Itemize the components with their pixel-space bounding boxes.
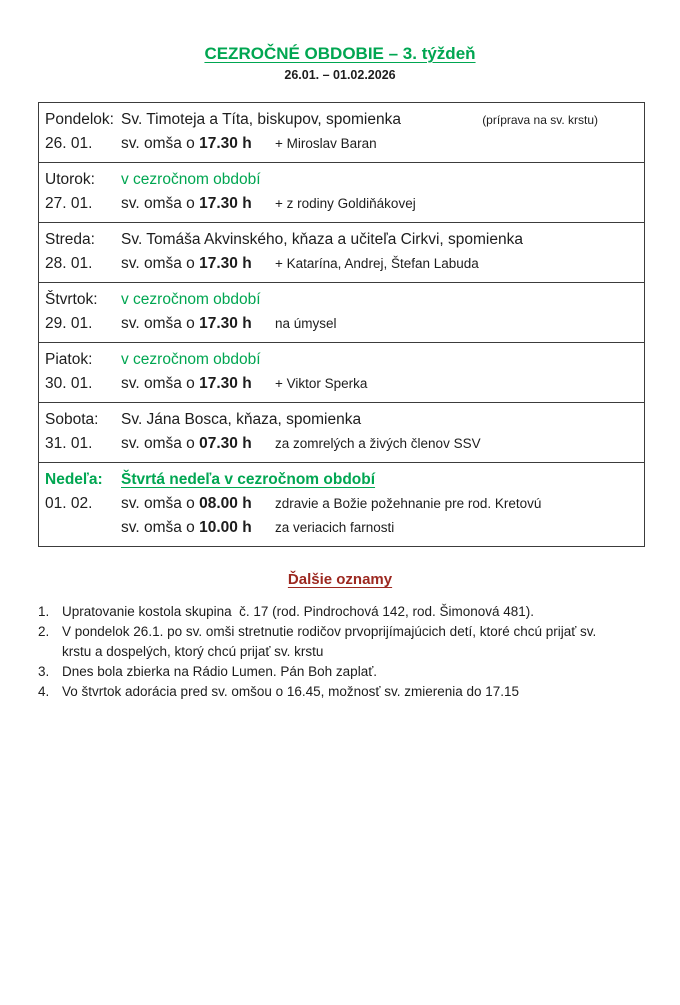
mass-intention: + Miroslav Baran: [275, 136, 377, 151]
mass-prefix: sv. omša o: [121, 135, 195, 152]
schedule-row-monday: [39, 103, 644, 162]
announcements-title: Ďalšie oznamy: [287, 571, 393, 588]
mass-intention: za zomrelých a živých členov SSV: [275, 436, 481, 451]
mass-time: [121, 192, 275, 216]
mass-line: [45, 492, 638, 516]
feast-line: [45, 348, 638, 372]
day-label: Utorok:: [45, 171, 95, 188]
mass-intention: + Katarína, Andrej, Štefan Labuda: [275, 256, 479, 271]
mass-prefix: sv. omša o: [121, 195, 195, 212]
date-label: 30. 01.: [45, 375, 93, 392]
schedule-row-tuesday: [39, 162, 644, 222]
mass-hour: 17.30 h: [199, 315, 252, 332]
day-label: Sobota:: [45, 411, 99, 428]
date-label: 27. 01.: [45, 195, 93, 212]
list-item-number: 1.: [38, 604, 50, 619]
schedule-table: [38, 102, 645, 547]
schedule-row-wednesday: [39, 222, 644, 282]
mass-hour: 10.00 h: [199, 519, 252, 536]
date-label: 29. 01.: [45, 315, 93, 332]
date-range: 26.01. – 01.02.2026: [284, 68, 396, 82]
list-item: [38, 662, 680, 682]
feast-text: v cezročnom období: [121, 291, 261, 308]
list-item: [38, 602, 680, 622]
feast-line: [45, 168, 638, 192]
day-label: Piatok:: [45, 351, 93, 368]
mass-line: [45, 372, 638, 396]
mass-time: [121, 516, 275, 540]
mass-line: [45, 432, 638, 456]
date-label: 28. 01.: [45, 255, 93, 272]
schedule-row-friday: [39, 342, 644, 402]
mass-intention: + Viktor Sperka: [275, 376, 368, 391]
mass-line: [45, 312, 638, 336]
feast-line: [45, 108, 638, 132]
feast-text: Štvrtá nedeľa v cezročnom období: [121, 471, 376, 488]
list-item-text: Upratovanie kostola skupina č. 17 (rod. Pindrochová 142, rod. Šimonová 481).: [62, 604, 535, 619]
mass-line: [45, 252, 638, 276]
mass-hour: 17.30 h: [199, 375, 252, 392]
date-label: 26. 01.: [45, 135, 93, 152]
feast-text: Sv. Tomáša Akvinského, kňaza a učiteľa Cirkvi, spomienka: [121, 231, 523, 248]
mass-prefix: sv. omša o: [121, 255, 195, 272]
page-title: CEZROČNÉ OBDOBIE – 3. týždeň: [204, 44, 476, 63]
mass-prefix: sv. omša o: [121, 375, 195, 392]
day-label: Streda:: [45, 231, 95, 248]
mass-intention: zdravie a Božie požehnanie pre rod. Kretovú: [275, 496, 542, 511]
mass-time: [121, 312, 275, 336]
mass-line: [45, 192, 638, 216]
mass-time: [121, 132, 275, 156]
mass-prefix: sv. omša o: [121, 315, 195, 332]
feast-line: [45, 228, 638, 252]
mass-time: [121, 252, 275, 276]
day-label: Štvrtok:: [45, 291, 98, 308]
list-item-text: Vo štvrtok adorácia pred sv. omšou o 16.45, možnosť sv. zmierenia do 17.15: [62, 684, 520, 699]
feast-text: Sv. Timoteja a Títa, biskupov, spomienka: [121, 111, 401, 128]
mass-hour: 08.00 h: [199, 495, 252, 512]
date-label: 31. 01.: [45, 435, 93, 452]
mass-time: [121, 432, 275, 456]
schedule-row-thursday: [39, 282, 644, 342]
announcements-list: [38, 602, 680, 702]
day-label: Pondelok:: [45, 111, 114, 128]
mass-prefix: sv. omša o: [121, 495, 195, 512]
list-item-text: Dnes bola zbierka na Rádio Lumen. Pán Boh zaplať.: [62, 664, 378, 679]
feast-text: v cezročnom období: [121, 351, 261, 368]
mass-prefix: sv. omša o: [121, 519, 195, 536]
mass-hour: 17.30 h: [199, 195, 252, 212]
list-item-text: V pondelok 26.1. po sv. omši stretnutie rodičov prvoprijímajúcich detí, ktoré chcú prijať sv. krstu a dospelých, ktorý chcú prijať sv. krstu: [62, 624, 601, 659]
schedule-row-sunday: [39, 462, 644, 546]
mass-time: [121, 492, 275, 516]
mass-time: [121, 372, 275, 396]
mass-intention: na úmysel: [275, 316, 337, 331]
mass-hour: 17.30 h: [199, 255, 252, 272]
list-item-number: 3.: [38, 664, 50, 679]
mass-prefix: sv. omša o: [121, 435, 195, 452]
feast-line: [45, 468, 638, 492]
list-item-number: 2.: [38, 624, 50, 639]
feast-line: [45, 288, 638, 312]
day-label: Nedeľa:: [45, 471, 103, 488]
list-item: [38, 622, 680, 662]
mass-hour: 17.30 h: [199, 135, 252, 152]
date-label: 01. 02.: [45, 495, 93, 512]
mass-intention: + z rodiny Goldiňákovej: [275, 196, 416, 211]
schedule-row-saturday: [39, 402, 644, 462]
feast-text: Sv. Jána Bosca, kňaza, spomienka: [121, 411, 362, 428]
mass-line: [45, 516, 638, 540]
list-item-number: 4.: [38, 684, 50, 699]
bulletin-page: [0, 44, 680, 1005]
feast-text: v cezročnom období: [121, 171, 261, 188]
mass-line: [45, 132, 638, 156]
feast-note: (príprava na sv. krstu): [482, 113, 598, 127]
mass-hour: 07.30 h: [199, 435, 252, 452]
list-item: [38, 682, 680, 702]
mass-intention: za veriacich farnosti: [275, 520, 395, 535]
feast-line: [45, 408, 638, 432]
